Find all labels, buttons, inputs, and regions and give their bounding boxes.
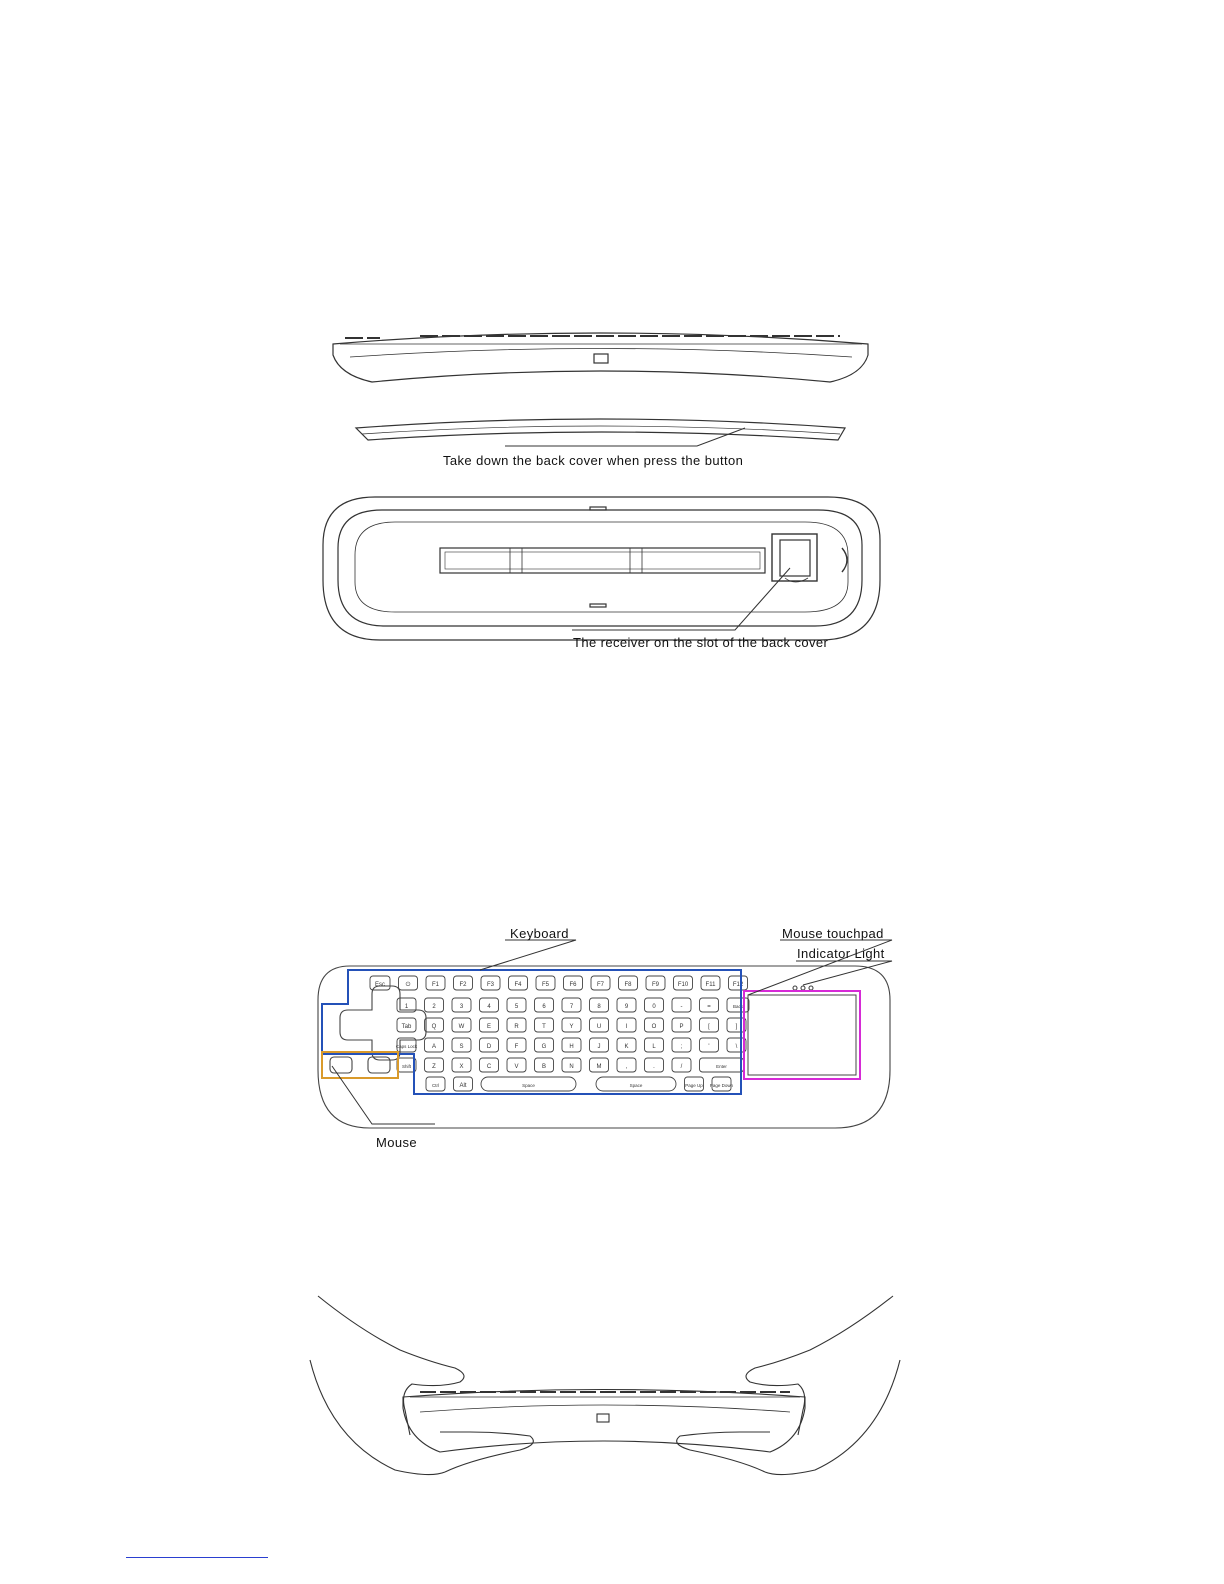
key-label: \ xyxy=(735,1044,738,1050)
key-label: . xyxy=(653,1064,655,1070)
key-label: F11 xyxy=(705,982,716,988)
key-label: F4 xyxy=(514,982,522,988)
key-label: Space xyxy=(629,1083,643,1088)
key-label: F xyxy=(514,1044,519,1050)
footer-rule xyxy=(126,1557,268,1558)
key-label: E xyxy=(486,1024,492,1030)
key-label: F1 xyxy=(431,982,440,988)
key-label: F9 xyxy=(651,982,660,988)
keyboard-label: Keyboard xyxy=(510,926,569,941)
back-cover-caption: Take down the back cover when press the button xyxy=(443,453,744,468)
key-label: O xyxy=(651,1024,657,1030)
key-label: Page Up xyxy=(685,1083,703,1088)
key-label: - xyxy=(680,1004,683,1010)
key-label: G xyxy=(541,1044,547,1050)
key-label: = xyxy=(707,1004,711,1010)
key-label: C xyxy=(486,1064,492,1070)
key-label: M xyxy=(596,1064,602,1070)
key-label: Back xyxy=(732,1004,744,1009)
key-label: 1 xyxy=(404,1004,409,1010)
key-label: Z xyxy=(432,1064,436,1070)
key-label: F2 xyxy=(459,982,467,988)
key-label: R xyxy=(514,1024,519,1030)
key-label: ' xyxy=(708,1044,710,1050)
key-label: ⏻ xyxy=(405,982,411,988)
key-label: , xyxy=(625,1064,628,1070)
key-label: S xyxy=(459,1044,464,1050)
key-label: F3 xyxy=(486,982,495,988)
key-label: 6 xyxy=(542,1004,546,1010)
key-label: Caps Lock xyxy=(395,1044,418,1049)
left-hand xyxy=(310,1296,533,1475)
key-label: H xyxy=(569,1044,574,1050)
key-label: Space xyxy=(522,1083,535,1088)
key-label: 5 xyxy=(514,1004,519,1010)
key-label: F7 xyxy=(596,982,605,988)
key-label: Esc xyxy=(374,982,386,988)
key-label: 9 xyxy=(624,1004,629,1010)
key-label: Alt xyxy=(459,1083,467,1089)
key-label: L xyxy=(652,1044,656,1050)
key-label: A xyxy=(431,1044,437,1050)
right-hand xyxy=(677,1296,900,1475)
key-label: I xyxy=(625,1024,628,1030)
key-label: 7 xyxy=(569,1004,574,1010)
key-label: Ctrl xyxy=(432,1083,439,1088)
key-label: ] xyxy=(735,1024,738,1030)
key-label: F8 xyxy=(624,982,632,988)
held-keyboard xyxy=(403,1390,805,1453)
key-label: Page Down xyxy=(709,1083,734,1088)
key-label: B xyxy=(541,1064,547,1070)
key-label: Y xyxy=(569,1024,574,1030)
key-label: 8 xyxy=(597,1004,601,1010)
key-label: W xyxy=(458,1024,465,1030)
key-label: V xyxy=(514,1064,519,1070)
key-label: 4 xyxy=(487,1004,491,1010)
key-label: 2 xyxy=(432,1004,436,1010)
key-label: ; xyxy=(680,1044,683,1050)
key-label: U xyxy=(596,1024,602,1030)
touchpad-label: Mouse touchpad xyxy=(782,926,884,941)
key-label: / xyxy=(680,1064,683,1070)
key-label: P xyxy=(679,1024,684,1030)
key-label: T xyxy=(542,1024,546,1030)
key-label: N xyxy=(569,1064,574,1070)
key-label: F6 xyxy=(569,982,577,988)
key-label: K xyxy=(624,1044,629,1050)
mouse-label: Mouse xyxy=(376,1135,418,1150)
key-label: [ xyxy=(708,1024,710,1030)
key-label: F12 xyxy=(732,982,744,988)
key-label: 3 xyxy=(459,1004,464,1010)
receiver-caption: The receiver on the slot of the back cover xyxy=(573,635,829,650)
key-label: F5 xyxy=(541,982,550,988)
key-label: D xyxy=(486,1044,492,1050)
key-label: Q xyxy=(431,1024,437,1030)
key-label: Enter xyxy=(716,1064,727,1069)
key-label: F10 xyxy=(677,982,689,988)
key-label: Tab xyxy=(401,1024,412,1030)
key-label: J xyxy=(597,1044,601,1050)
key-label: 0 xyxy=(652,1004,656,1010)
key-label: Shift xyxy=(401,1064,412,1069)
key-label: X xyxy=(459,1064,464,1070)
indicator-light-label: Indicator Light xyxy=(797,946,885,961)
